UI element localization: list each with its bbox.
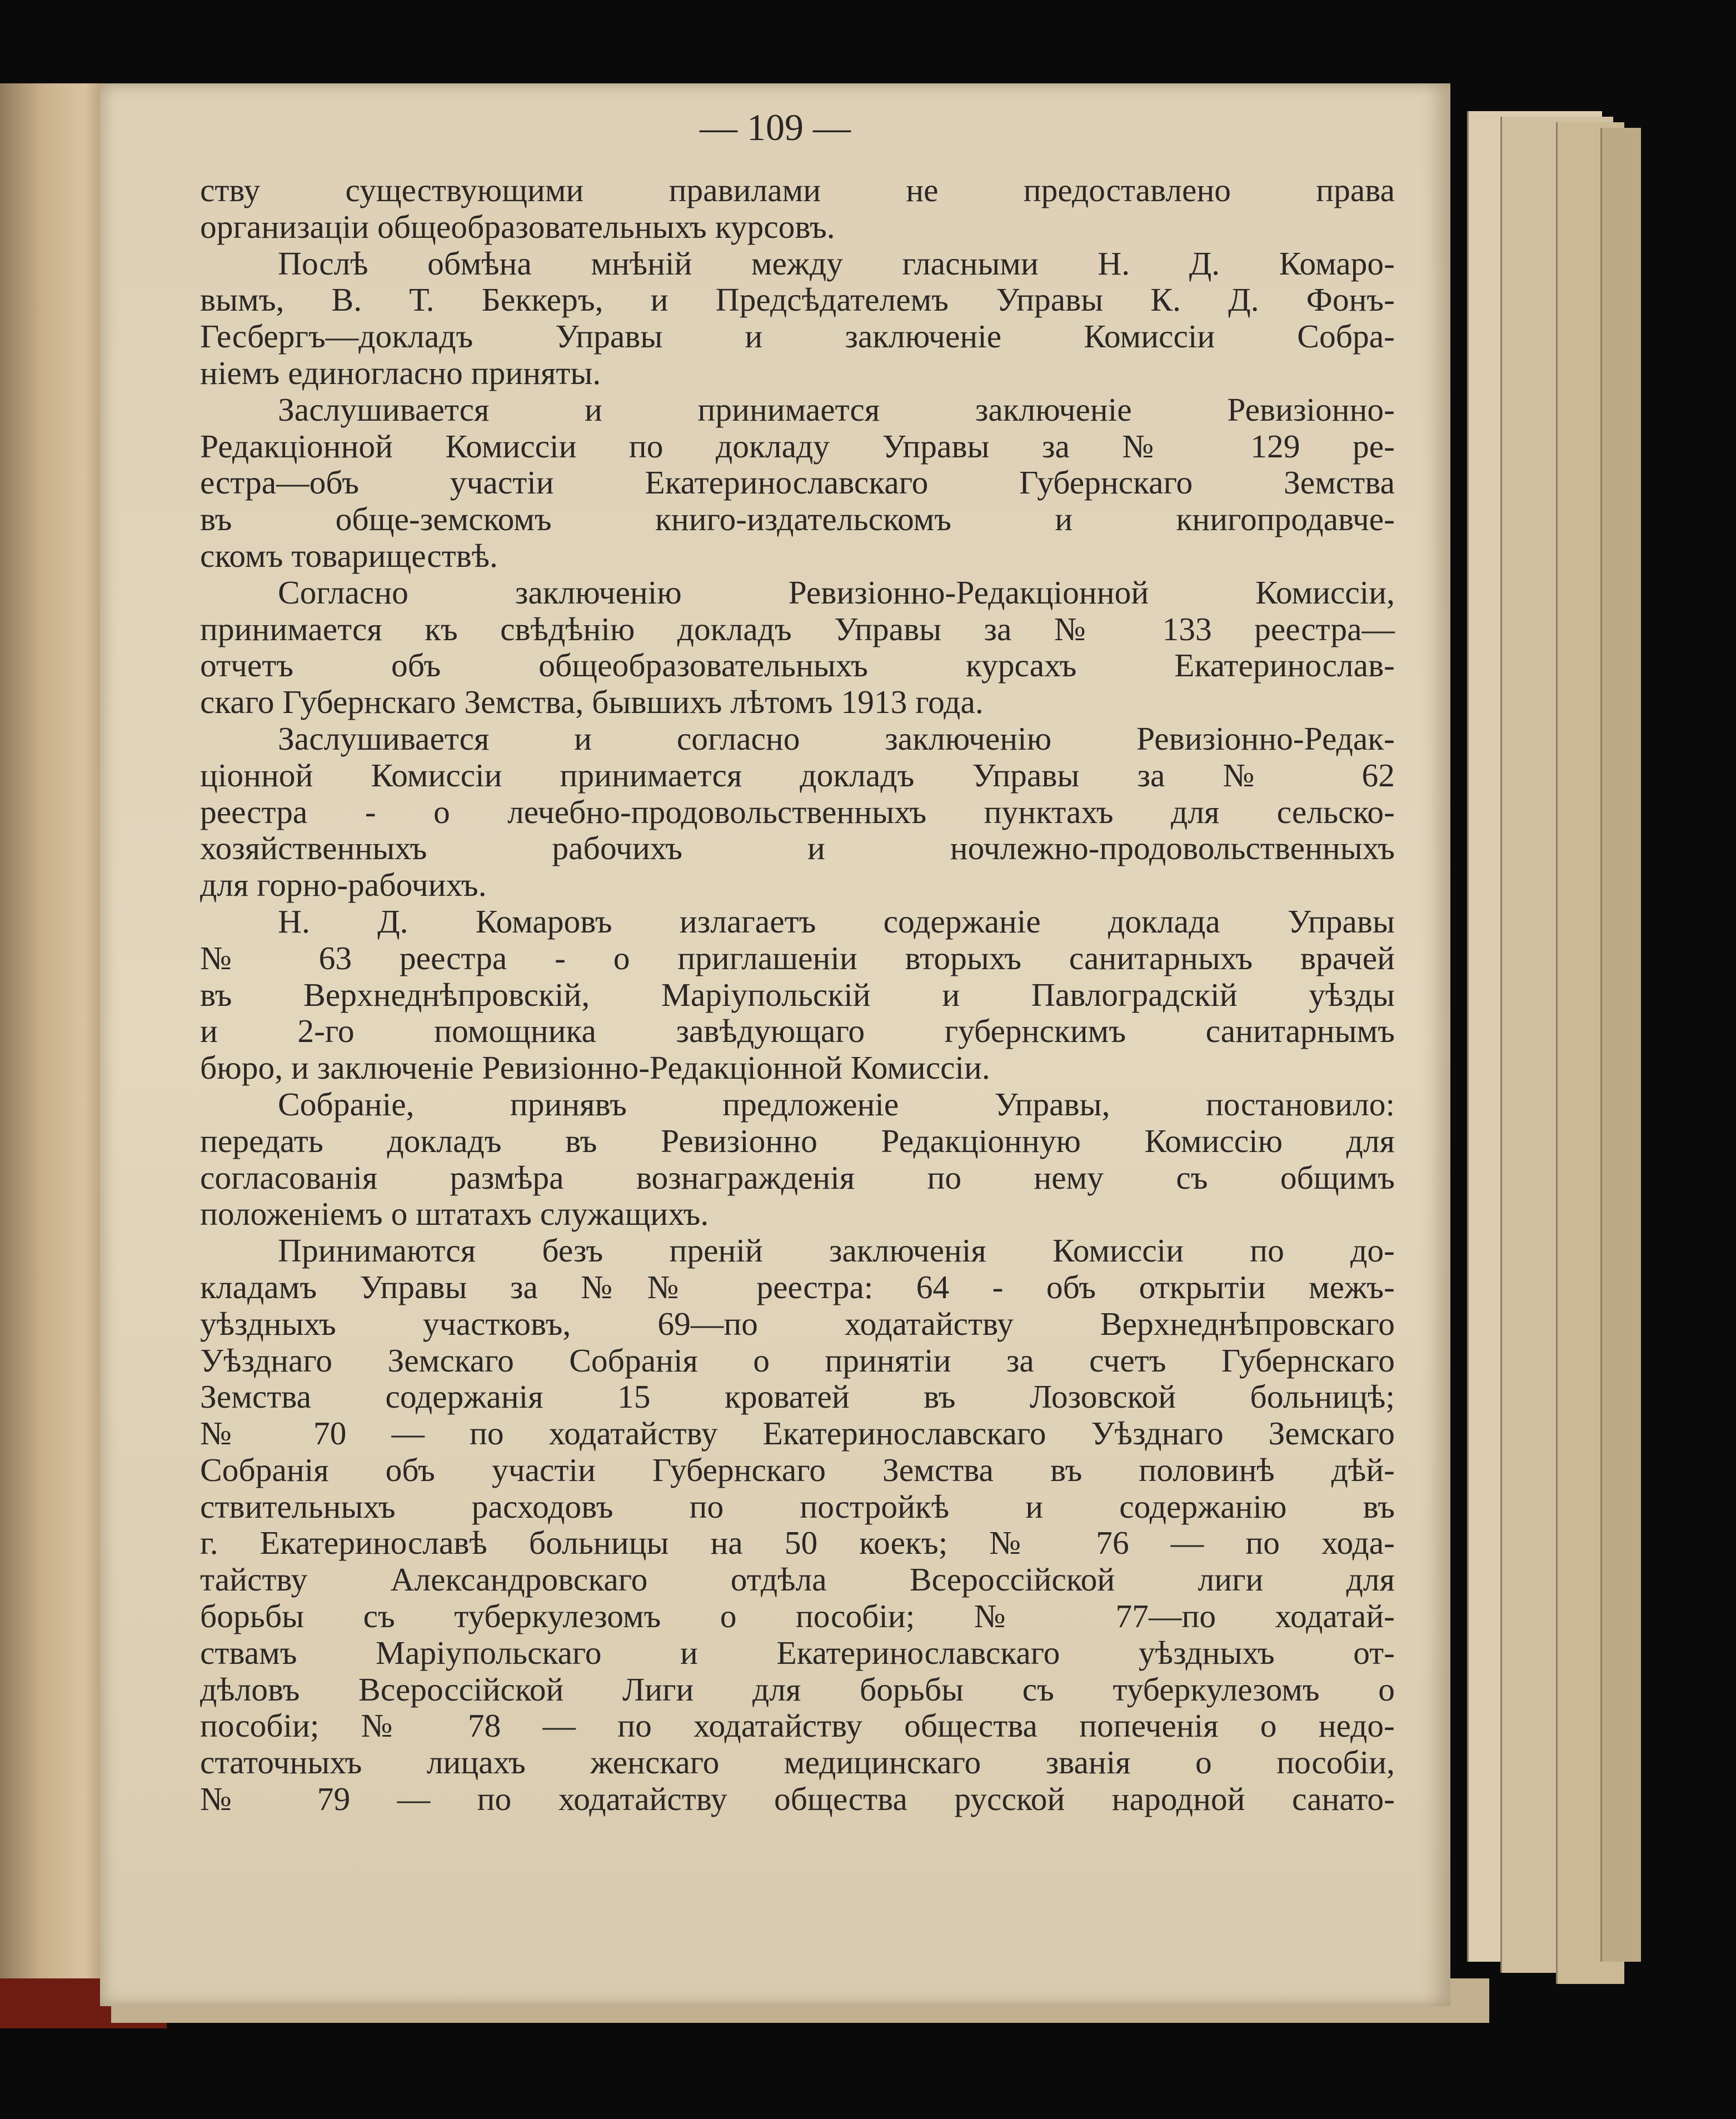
text-line: Уѣзднаго Земскаго Собранiя о принятiи за счетъ Губернскаго [200,1342,1395,1379]
text-line: согласованiя размѣра вознагражденiя по нему съ общимъ [200,1159,1395,1196]
text-line: Заслушивается и согласно заключенiю Ревизiонно-Редак- [278,720,1395,757]
text-line: бюро, и заключенiе Ревизiонно-Редакцiонной Комиссiи. [200,1049,990,1086]
text-line: вымъ, В. Т. Беккеръ, и Предсѣдателемъ Управы К. Д. Фонъ- [200,281,1395,318]
page-number: — 109 — [700,106,851,148]
text-line: Согласно заключенiю Ревизiонно-Редакцiонной Комиссiи, [278,574,1395,611]
text-line: скомъ товариществѣ. [200,537,498,574]
text-line: пособiи; № 78 — по ходатайству общества попеченiя о недо- [200,1707,1395,1744]
text-line: Заслушивается и принимается заключенiе Ревизiонно- [278,391,1395,428]
text-line: положенiемъ о штатахъ служащихъ. [200,1195,709,1233]
text-line: принимается къ свѣдѣнiю докладъ Управы за № 133 реестра— [200,610,1395,647]
text-line: естра—объ участiи Екатеринославскаго Губернскаго Земства [200,464,1395,501]
text-line: Редакцiонной Комиссiи по докладу Управы за № 129 ре- [200,427,1395,465]
previous-page-edge [0,83,106,1990]
text-line: Н. Д. Комаровъ излагаетъ содержанiе доклада Управы [278,903,1395,940]
book-page [100,83,1450,2006]
text-line: кладамъ Управы за №№ реестра: 64 - объ открытiи межъ- [200,1268,1395,1305]
text-line: ству существующими правилами не предоставлено права [200,172,1395,208]
text-line: скаго Губернскаго Земства, бывшихъ лѣтомъ 1913 года. [200,684,984,721]
text-line: Собранiя объ участiи Губернскаго Земства въ половинѣ дѣй- [200,1451,1395,1488]
text-line: въ Верхнеднѣпровскiй, Марiупольскiй и Павлоградскiй уѣзды [200,976,1395,1013]
text-line: Принимаются безъ пренiй заключенiя Комиссiи по до- [278,1232,1395,1269]
text-line: статочныхъ лицахъ женскаго медицинскаго званiя о пособiи, [200,1744,1395,1781]
text-line: Собранiе, принявъ предложенiе Управы, постановило: [278,1085,1395,1123]
text-line: ствамъ Марiупольскаго и Екатеринославскаго уѣздныхъ от- [200,1634,1395,1671]
text-line: для горно-рабочихъ. [200,866,487,904]
text-line: дѣловъ Всероссiйской Лиги для борьбы съ туберкулезомъ о [200,1671,1395,1708]
text-line: ствительныхъ расходовъ по постройкѣ и содержанiю въ [200,1488,1395,1525]
text-line: въ обще-земскомъ книго-издательскомъ и книгопродавче- [200,501,1395,538]
text-line: уѣздныхъ участковъ, 69—по ходатайству Верхнеднѣпровскаго [200,1305,1395,1342]
text-line: № 70 — по ходатайству Екатеринославскаго Уѣзднаго Земскаго [200,1415,1395,1452]
page-body-text [200,172,1395,1818]
text-line: г. Екатеринославѣ больницы на 50 коекъ; № 76 — по хода- [200,1524,1395,1562]
text-line: нiемъ единогласно приняты. [200,354,601,391]
text-line: № 79 — по ходатайству общества русской народной санато- [200,1781,1395,1818]
text-line: хозяйственныхъ рабочихъ и ночлежно-продовольственныхъ [200,830,1395,867]
text-line: отчетъ объ общеобразовательныхъ курсахъ Екатеринослав- [200,647,1395,684]
text-line: № 63 реестра - о приглашенiи вторыхъ санитарныхъ врачей [200,939,1395,976]
text-line: тайству Александровскаго отдѣла Всероссiйской лиги для [200,1561,1395,1598]
text-line: и 2-го помощника завѣдующаго губернскимъ санитарнымъ [200,1013,1395,1050]
page-stack-edge [1600,128,1641,1962]
text-line: Послѣ обмѣна мнѣнiй между гласными Н. Д. Комаро- [278,245,1395,282]
text-line: Земства содержанiя 15 кроватей въ Лозовской больницѣ; [200,1378,1395,1415]
text-line: организацiи общеобразовательныхъ курсовъ. [200,208,835,245]
text-line: Гесбергъ—докладъ Управы и заключенiе Комиссiи Собра- [200,318,1395,355]
text-line: реестра - о лечебно-продовольственныхъ пунктахъ для сельско- [200,793,1395,830]
text-line: борьбы съ туберкулезомъ о пособiи; № 77—по ходатай- [200,1598,1395,1635]
text-line: цiонной Комиссiи принимается докладъ Управы за № 62 [200,756,1395,794]
text-line: передать докладъ въ Ревизiонно Редакцiонную Комиссiю для [200,1122,1395,1159]
